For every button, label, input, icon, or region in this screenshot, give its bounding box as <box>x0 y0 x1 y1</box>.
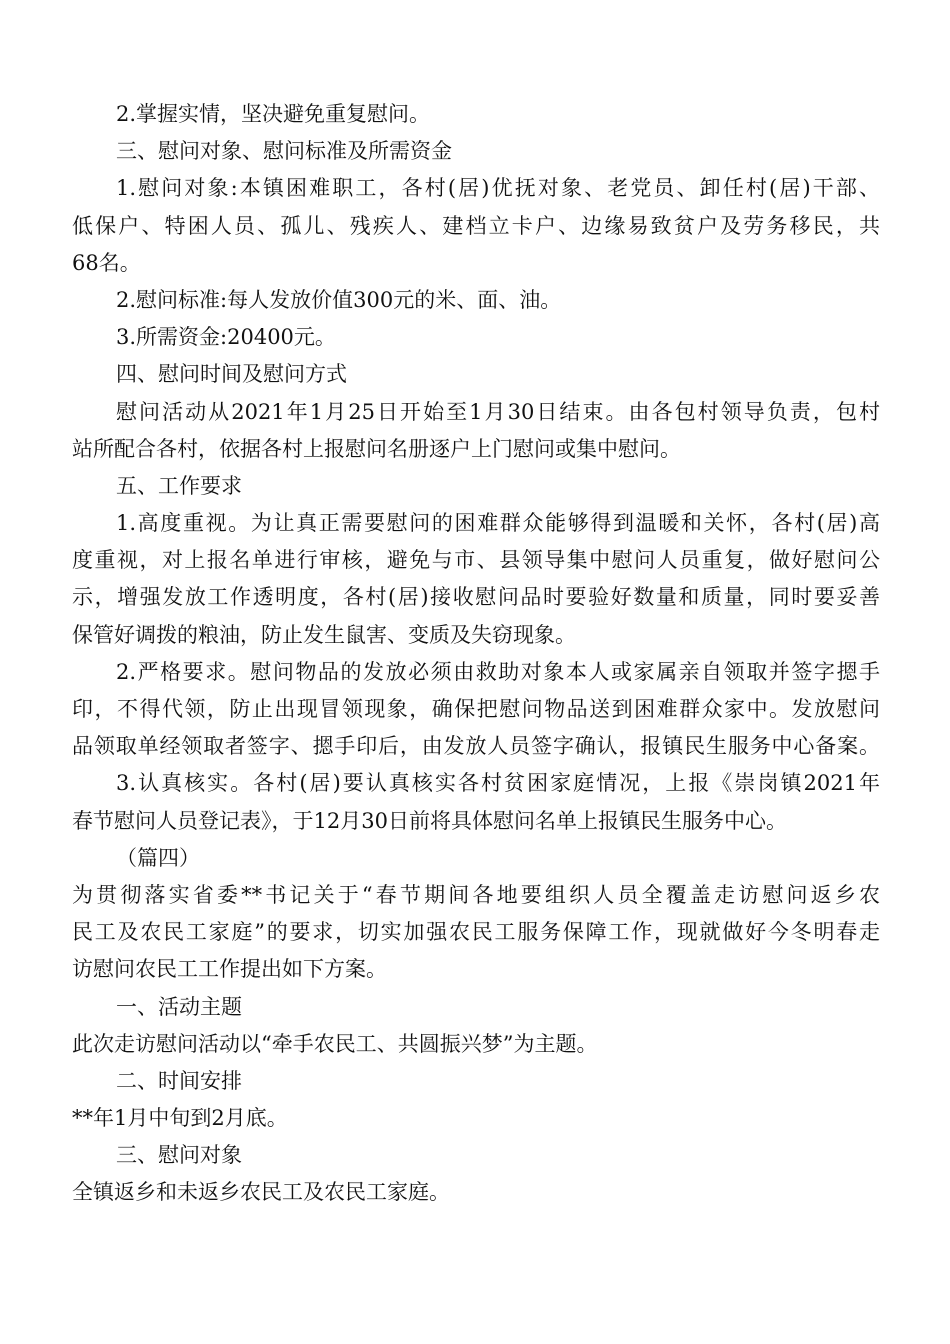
text-line: 品领取单经领取者签字、摁手印后，由发放人员签字确认，报镇民生服务中心备案。 <box>72 734 880 759</box>
text-line: 此次走访慰问活动以“牵手农民工、共圆振兴梦”为主题。 <box>72 1031 598 1056</box>
text-line: 度重视，对上报名单进行审核，避免与市、县领导集中慰问人员重复，做好慰问公 <box>72 548 880 573</box>
text-line: 五、工作要求 <box>116 473 242 498</box>
text-line: 2.慰问标准:每人发放价值300元的米、面、油。 <box>116 287 562 312</box>
text-line: 3.所需资金:20400元。 <box>116 325 336 350</box>
text-line: 3.认真核实。各村(居)要认真核实各村贫困家庭情况，上报《崇岗镇2021年 <box>116 771 880 796</box>
text-line: 访慰问农民工工作提出如下方案。 <box>72 957 387 982</box>
text-line: 站所配合各村，依据各村上报慰问名册逐户上门慰问或集中慰问。 <box>72 436 681 461</box>
text-line: （篇四） <box>116 845 200 870</box>
text-line: 1.高度重视。为让真正需要慰问的困难群众能够得到温暖和关怀，各村(居)高 <box>116 511 880 536</box>
text-line: 四、慰问时间及慰问方式 <box>116 362 347 387</box>
text-line: 春节慰问人员登记表》，于12月30日前将具体慰问名单上报镇民生服务中心。 <box>72 808 787 833</box>
text-line: 低保户、特困人员、孤儿、残疾人、建档立卡户、边缘易致贫户及劳务移民，共 <box>72 213 880 238</box>
text-line: 68名。 <box>72 250 141 275</box>
text-line: 一、活动主题 <box>116 994 242 1019</box>
text-line: 2.掌握实情，坚决避免重复慰问。 <box>116 102 431 126</box>
text-line: 保管好调拨的粮油，防止发生鼠害、变质及失窃现象。 <box>72 622 576 647</box>
text-line: 2.严格要求。慰问物品的发放必须由救助对象本人或家属亲自领取并签字摁手 <box>116 659 880 684</box>
text-line: 三、慰问对象 <box>116 1143 242 1168</box>
text-line: 慰问活动从2021年1月25日开始至1月30日结束。由各包村领导负责，包村 <box>116 399 880 424</box>
text-line: 印，不得代领，防止出现冒领现象，确保把慰问物品送到困难群众家中。发放慰问 <box>72 697 880 721</box>
text-line: 二、时间安排 <box>116 1068 242 1093</box>
text-line: 民工及农民工家庭”的要求，切实加强农民工服务保障工作，现就做好今冬明春走 <box>72 920 880 945</box>
text-line: 示，增强发放工作透明度，各村(居)接收慰问品时要验好数量和质量，同时要妥善 <box>72 585 880 610</box>
text-line: 1.慰问对象:本镇困难职工，各村(居)优抚对象、老党员、卸任村(居)干部、 <box>116 176 880 201</box>
text-line: **年1月中旬到2月底。 <box>72 1106 288 1131</box>
document-body <box>72 96 880 1212</box>
text-line: 为贯彻落实省委**书记关于“春节期间各地要组织人员全覆盖走访慰问返乡农 <box>72 882 880 907</box>
text-line: 三、慰问对象、慰问标准及所需资金 <box>116 139 452 164</box>
text-line: 全镇返乡和未返乡农民工及农民工家庭。 <box>72 1180 450 1205</box>
